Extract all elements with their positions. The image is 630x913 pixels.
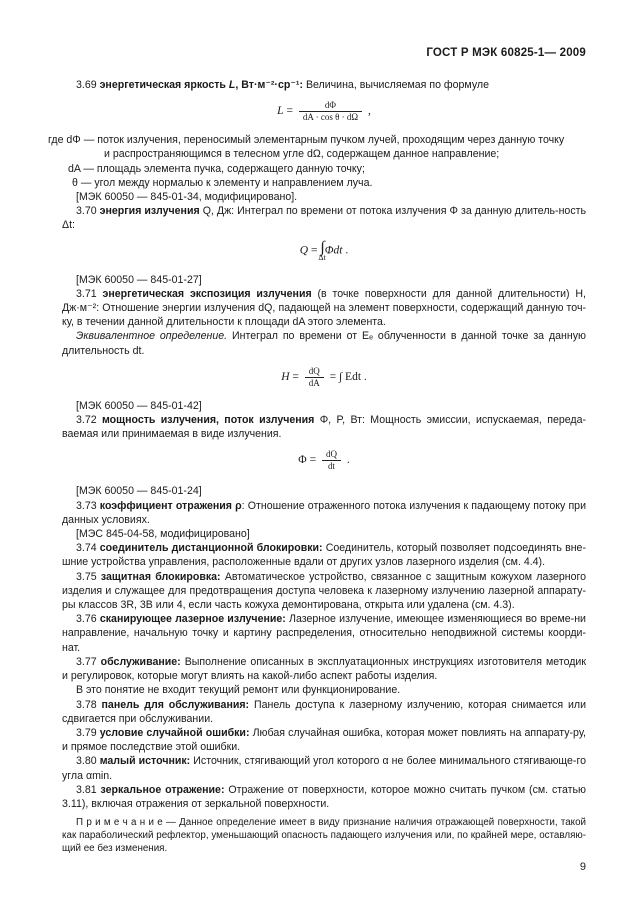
clause-number: 3.80 — [76, 755, 97, 768]
definition-3-78 — [62, 698, 586, 726]
formula-lhs: Q — [299, 244, 309, 257]
formula-fraction — [322, 449, 341, 472]
definition-text: Автоматическое устройство, связанное с защитным кожухом лазерного изделия и служащее для предотвращения доступа человека к лазерному излучению лазерной аппарату-ры классов 3R, 3B или 4, если часть кожуха демонтирована, открыта или удалена (см. 4.3). — [62, 570, 586, 612]
clause-number: 3.79 — [76, 726, 97, 739]
formula-equals: = — [310, 244, 318, 257]
formula-equals: = — [286, 105, 293, 118]
term: коэффициент отражения ρ — [99, 499, 242, 512]
where-line-4: θ — угол между нормалью к элементу и направлением луча. — [72, 176, 373, 189]
clause-number: 3.71 — [76, 287, 97, 300]
term: панель для обслуживания: — [101, 698, 250, 711]
term-symbol: L — [228, 79, 236, 91]
equivalent-label: Эквивалентное определение. — [76, 330, 228, 343]
term: условие случайной ошибки: — [99, 726, 250, 739]
integral-sign: ∫ Δt — [320, 241, 324, 261]
fraction-numerator: dΦ — [299, 100, 362, 112]
term: зеркальное отражение: — [100, 783, 225, 796]
definition-3-69: 3.69 энергетическая яркость L, Вт·м⁻²·ср⁻¹: Величина, вычисляемая по формуле — [76, 79, 489, 91]
formula-equals: = — [292, 370, 299, 383]
clause-number: 3.81 — [76, 783, 97, 796]
where-line-1: где dΦ — поток излучения, переносимый элементарным пучком лучей, проходящим через данную точку — [48, 134, 565, 147]
document-header: ГОСТ Р МЭК 60825-1— 2009 — [426, 47, 586, 59]
reference: [МЭК 60050 — 845-01-42] — [76, 399, 202, 412]
reference: [МЭС 845-04-58, модифицировано] — [76, 528, 250, 541]
note-text: Данное определение имеет в виду признание наличия отражающей поверхности, такой как параболический рефлектор, уменьшающий опасность падающего излучения или, по крайней мере, оставляю-щий ее без изменения. — [62, 817, 586, 855]
definition-3-70 — [62, 204, 586, 232]
equivalent-definition — [62, 329, 586, 357]
clause-number: 3.70 — [76, 205, 97, 218]
definition-text: : Отношение отраженного потока излучения к падающему потоку при данных условиях. — [62, 499, 586, 526]
term: энергетическая экспозиция излучения — [102, 287, 312, 300]
formula-rest: = ∫ Edt — [329, 370, 362, 383]
definition-extra: В это понятие не входит текущий ремонт или функционирование. — [76, 684, 401, 697]
fraction-numerator: dQ — [305, 366, 324, 378]
formula-fraction — [299, 100, 362, 123]
definition-3-75 — [62, 570, 586, 613]
term: энергетическая яркость — [99, 79, 226, 91]
definition-text: Φ, P, Вт: Мощность эмиссии, испускаемая, переда-ваемая или принимаемая в виде излучения. — [62, 414, 586, 441]
definition-text: Источник, стягивающий угол которого α не более минимального стягивающе-го угла αmin. — [62, 755, 586, 782]
term: энергия излучения — [99, 205, 200, 218]
definition-text: Выполнение описанных в эксплуатационных инструкциях изготовителя методик и регулировок, которые могут влиять на какой-либо аспект работы изделия. — [62, 655, 586, 683]
page-number: 9 — [579, 861, 586, 873]
definition-3-76 — [62, 612, 586, 655]
term: сканирующее лазерное излучение: — [99, 613, 286, 626]
fraction-denominator: dt — [327, 461, 335, 472]
note-label: П р и м е ч а н и е — — [76, 817, 176, 829]
clause-number: 3.74 — [76, 542, 97, 555]
formula-lhs: Φ — [298, 454, 307, 467]
reference: [МЭК 60050 — 845-01-34, модифицировано]. — [76, 191, 298, 204]
definition-text: Лазерное излучение, имеющее изменяющиеся во време-ни направление, начальную точку и картину распределения, относительно неподвижной системы коорди-нат. — [62, 613, 586, 654]
definition-3-74 — [62, 541, 586, 569]
definition-text: Панель доступа к лазерному излучению, которая снимается или сдвигается при обслуживании. — [62, 698, 586, 725]
formula-radiance — [62, 100, 586, 123]
where-line-3: dA — площадь элемента пучка, содержащего данную точку; — [68, 162, 365, 175]
fraction-numerator: dQ — [322, 449, 341, 461]
definition-text: Q, Дж: Интеграл по времени от потока излучения Φ за данную длитель-ность Δt: — [62, 205, 586, 232]
clause-number: 3.69 — [76, 79, 97, 91]
fraction-denominator: dA · cos θ · dΩ — [302, 112, 359, 123]
formula-equals: = — [309, 454, 317, 467]
definition-3-79 — [62, 726, 586, 754]
definition-text: (в точке поверхности для данной длительности) H, Дж·м⁻²: Отношение энергии излучения dQ, падающей на элемент поверхности, содержащий данную точ-ку, в течении данной длительности к площади dA этого элемента. — [62, 287, 586, 329]
formula-tail: . — [346, 454, 350, 467]
note — [62, 816, 586, 855]
definition-3-73 — [62, 499, 586, 527]
document-body — [48, 78, 586, 855]
term: мощность излучения, поток излучения — [101, 414, 315, 427]
where-line-2: и распространяющимся в телесном угле dΩ, содержащем данное направление; — [104, 148, 500, 161]
formula-fraction — [305, 366, 324, 389]
formula-lhs: L — [277, 105, 284, 118]
clause-number: 3.77 — [76, 655, 97, 668]
formula-body: Φdt — [324, 244, 343, 257]
formula-power — [62, 449, 586, 472]
definition-3-72 — [62, 413, 586, 441]
definition-3-77 — [62, 655, 586, 683]
clause-number: 3.76 — [76, 613, 97, 626]
term: обслуживание: — [100, 655, 181, 668]
term: соединитель дистанционной блокировки: — [99, 542, 323, 555]
formula-tail: . — [363, 370, 367, 383]
clause-number: 3.75 — [76, 570, 97, 583]
definition-text: Соединитель, который позволяет подсоединять вне-шние устройства управления, расположенные вдали от других узлов лазерного изделия (см. 4.4). — [62, 542, 586, 569]
formula-tail: , — [367, 105, 371, 118]
reference: [МЭК 60050 — 845-01-27] — [76, 273, 202, 286]
formula-energy — [62, 238, 586, 262]
definition-3-80 — [62, 754, 586, 782]
formula-exposure — [62, 366, 586, 389]
integral-limit: Δt — [318, 252, 326, 262]
reference: [МЭК 60050 — 845-01-24] — [76, 485, 202, 498]
formula-tail: . — [345, 244, 349, 257]
term: защитная блокировка: — [100, 570, 221, 583]
formula-lhs: H — [281, 370, 290, 383]
definition-text: Любая случайная ошибка, которая может повлиять на аппарату-ру, и прямое последствие этой ошибки. — [62, 726, 586, 754]
clause-number: 3.73 — [76, 499, 97, 512]
equivalent-text: Интеграл по времени от Eₑ облученности в данной точке за данную длительность dt. — [62, 330, 586, 357]
definition-3-71 — [62, 287, 586, 330]
clause-number: 3.78 — [76, 698, 97, 711]
definition-text: Отражение от поверхности, которое можно считать пучком (см. статью 3.11), включая отражения от зеркальной поверхности. — [62, 783, 586, 810]
definition-text: Величина, вычисляемая по формуле — [305, 79, 489, 91]
clause-number: 3.72 — [76, 414, 97, 427]
term-unit: Вт·м⁻²·ср⁻¹: — [241, 79, 303, 91]
term: малый источник: — [99, 755, 191, 768]
fraction-denominator: dA — [308, 377, 320, 388]
definition-3-81 — [62, 783, 586, 811]
